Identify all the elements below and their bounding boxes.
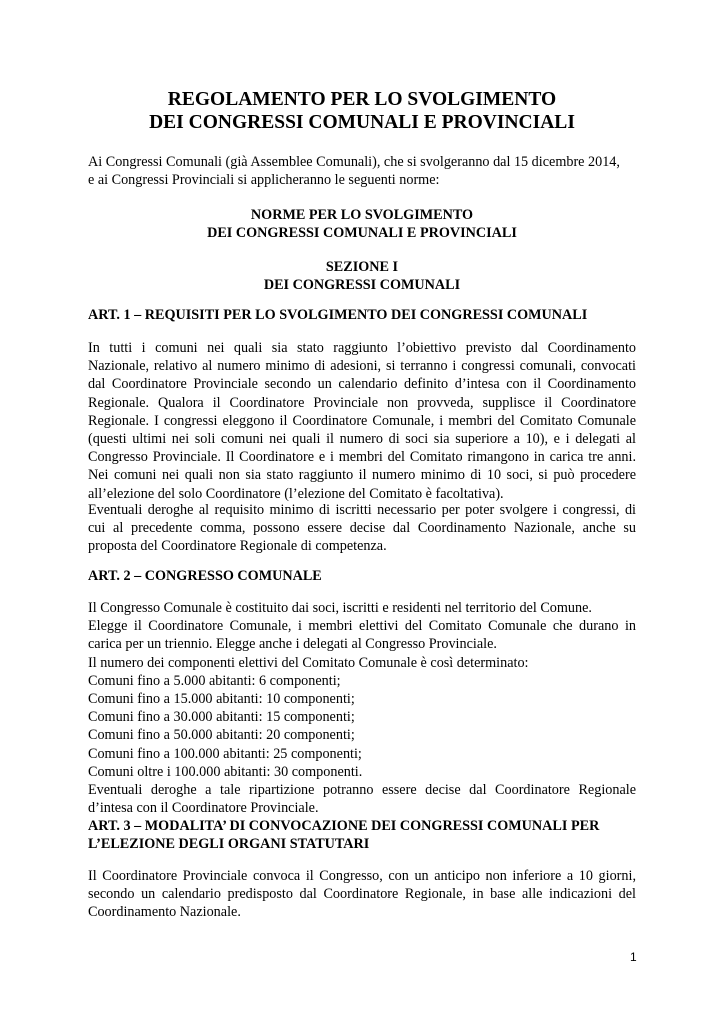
text-line: Nei comuni nei quali non sia stato raggiunto il numero minimo di 10 soci, si può procedere [88, 467, 636, 484]
art3-heading [88, 817, 636, 853]
text-line: Regionale. I congressi eleggono il Coordinatore Comunale, i membri del Comitato Comunale [88, 412, 636, 429]
text-line: e ai Congressi Provinciali si applicheranno le seguenti norme: [88, 172, 440, 189]
text-line: cui al precedente comma, possono essere decise dal Coordinamento Nazionale, anche su [88, 520, 636, 537]
list-item: Comuni fino a 5.000 abitanti: 6 componenti; [88, 672, 341, 689]
text-line: carica per un triennio. Elegge anche i delegati al Congresso Provinciale. [88, 636, 497, 653]
text-line: (questi ultimi nei soli comuni nei quali il numero di soci sia superiore a 10), e i delegati al [88, 431, 636, 448]
text-line: Congresso Provinciale. Il Coordinatore e i membri del Comitato rimangono in carica tre anni. [88, 449, 636, 466]
heading-line: NORME PER LO SVOLGIMENTO [250, 207, 474, 223]
text-line: Il Congresso Comunale è costituito dai soci, iscritti e residenti nel territorio del Comune. [88, 600, 592, 616]
title-line: DEI CONGRESSI COMUNALI E PROVINCIALI [149, 112, 575, 133]
heading-line: DEI CONGRESSI COMUNALI E PROVINCIALI [207, 225, 517, 242]
art1-paragraph-2 [88, 501, 636, 556]
art1-heading: ART. 1 – REQUISITI PER LO SVOLGIMENTO DEI CONGRESSI COMUNALI [88, 307, 588, 323]
text-line: Nazionale, relativo al numero minimo di adesioni, si terranno i congressi comunali, convocati [88, 358, 636, 375]
text-line: Il numero dei componenti elettivi del Comitato Comunale è così determinato: [88, 654, 529, 671]
heading-line: DEI CONGRESSI COMUNALI [263, 277, 461, 294]
intro-paragraph [88, 153, 636, 189]
norme-heading [88, 206, 636, 242]
text-line: proposta del Coordinatore Regionale di competenza. [88, 538, 387, 555]
list-item: Comuni fino a 100.000 abitanti: 25 componenti; [88, 745, 362, 762]
section-heading [88, 258, 636, 294]
list-item: Comuni fino a 30.000 abitanti: 15 componenti; [88, 709, 355, 726]
heading-line: SEZIONE I [325, 259, 399, 275]
text-line: Regionale. Qualora il Coordinatore Provinciale non provveda, supplisce il Coordinatore [88, 394, 636, 411]
heading-line: L’ELEZIONE DEGLI ORGANI STATUTARI [88, 836, 370, 853]
text-line: Ai Congressi Comunali (già Assemblee Comunali), che si svolgeranno dal 15 dicembre 2014, [88, 154, 620, 170]
text-line: dal Coordinatore Provinciale secondo un calendario definito d’intesa con il Coordinamento [88, 376, 636, 393]
text-line: Elegge il Coordinatore Comunale, i membri elettivi del Comitato Comunale che durano in [88, 618, 636, 635]
text-line: Eventuali deroghe al requisito minimo di iscritti necessario per poter svolgere i congressi, di [88, 502, 636, 518]
list-item: Comuni oltre i 100.000 abitanti: 30 componenti. [88, 763, 363, 780]
page-number: 1 [630, 950, 637, 964]
text-line: Eventuali deroghe a tale ripartizione potranno essere decise dal Coordinatore Regionale [88, 782, 636, 799]
title-line: REGOLAMENTO PER LO SVOLGIMENTO [167, 89, 557, 110]
text-line: secondo un calendario predisposto dal Coordinatore Regionale, in base alle indicazioni del [88, 886, 636, 903]
art2-heading: ART. 2 – CONGRESSO COMUNALE [88, 568, 322, 584]
art3-paragraph [88, 867, 636, 922]
text-line: Coordinamento Nazionale. [88, 904, 241, 921]
art1-paragraph-1 [88, 339, 636, 503]
heading-line: ART. 3 – MODALITA’ DI CONVOCAZIONE DEI CONGRESSI COMUNALI PER [88, 818, 600, 834]
list-item: Comuni fino a 50.000 abitanti: 20 componenti; [88, 727, 355, 744]
text-line: Il Coordinatore Provinciale convoca il Congresso, con un anticipo non inferiore a 10 giorni, [88, 868, 636, 884]
text-line: all’elezione del solo Coordinatore (l’elezione del Comitato è facoltativa). [88, 485, 504, 502]
text-line: d’intesa con il Coordinatore Provinciale. [88, 800, 319, 817]
list-item: Comuni fino a 15.000 abitanti: 10 componenti; [88, 691, 355, 708]
document-title [88, 88, 636, 134]
art2-paragraph [88, 599, 636, 817]
text-line: In tutti i comuni nei quali sia stato raggiunto l’obiettivo previsto dal Coordinamento [88, 340, 636, 356]
